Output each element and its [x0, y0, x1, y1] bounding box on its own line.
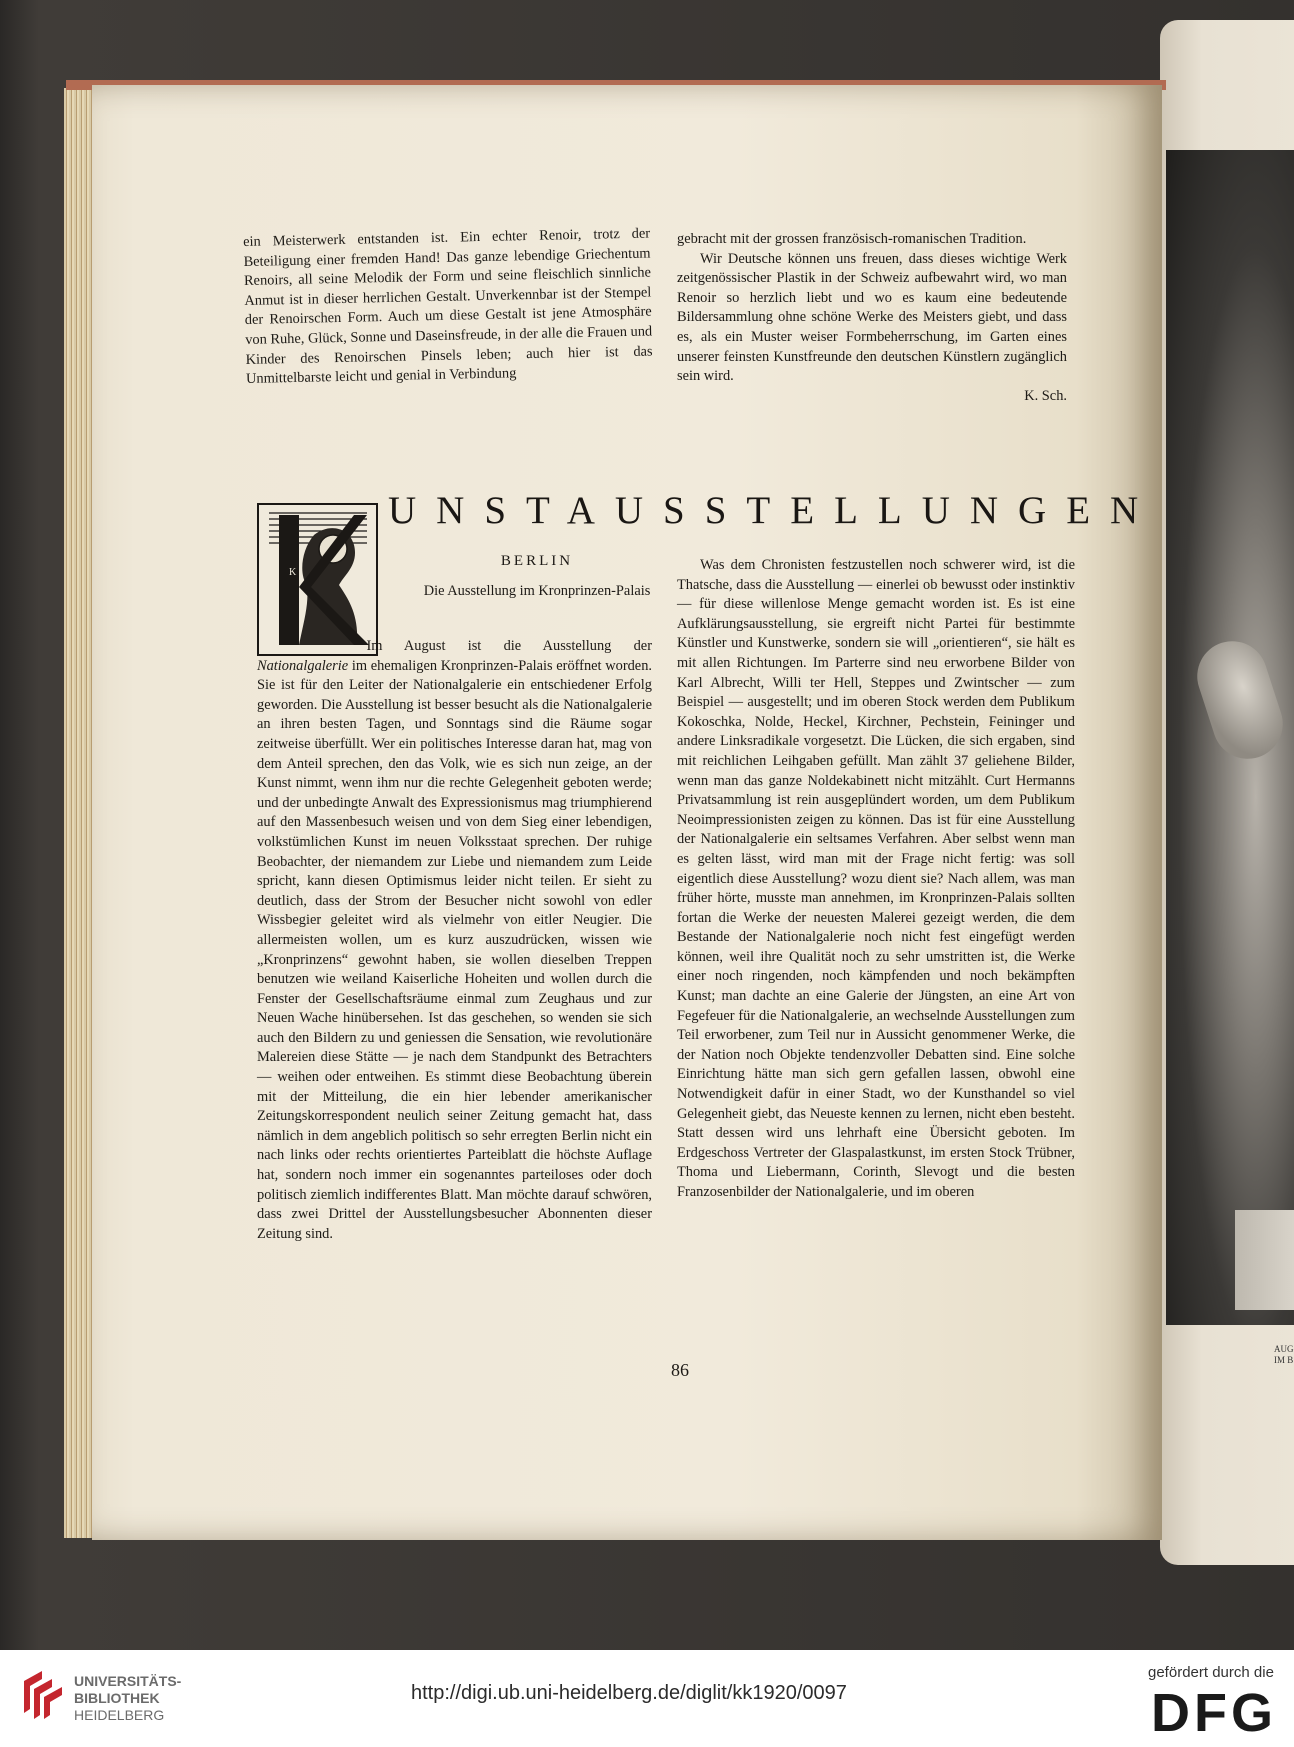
tradition-paragraph: gebracht mit der grossen französisch-romanischen Tradition.	[677, 231, 1027, 247]
footer-bar	[0, 1650, 1294, 1747]
caption-line-1: AUG	[1274, 1344, 1294, 1354]
top-right-column	[677, 230, 1067, 406]
facing-page-caption	[1274, 1344, 1294, 1366]
italic-term: Nationalgalerie	[257, 657, 349, 674]
top-left-column	[243, 224, 653, 389]
library-logo-icon	[20, 1669, 66, 1719]
lead-sentence: Im August ist die Ausstellung der	[366, 638, 652, 654]
library-line-3: HEIDELBERG	[74, 1707, 165, 1723]
dfg-logo: DFG	[1151, 1683, 1277, 1743]
left-column-text: im ehemaligen Kronprinzen-Palais eröffnet worden. Sie ist für den Leiter der Nationalgalerie ein entschiedener Erfolg geworden. Die Ausstellung ist besser besucht als die Nationalgalerie an ihren besten Tagen, und Sonntags sind die Räume sogar zeitweise überfüllt. Wer ein politisches Interesse daran hat, mag von dem Anteil sprechen, den das Volk, wie es sich nun zeige, an der Kunst nimmt, wenn ihm nur die rechte Gelegenheit geboten werde; und der unbedingte Anwalt des Expressionismus mag triumphierend auf den Massenbesuch weisen und von dem Sieg einer lebendigen, volkstümlichen Kunst im neuen Volksstaat sprechen. Der ruhige Beobachter, der niemandem zur Liebe und niemandem zum Leide spricht, kann diesen Optimismus leider nicht teilen. Er sieht zu deutlich, dass der Strom der Besucher nicht sowohl von edler Wissbegier geleitet wird als vielmehr von eitler Neugier. Die allermeisten wollen, um es kurz auszudrücken, wissen wie „Kronprinzens“ gewohnt haben, sie wollen dieselben Treppen benutzen wie weiland Kaiserliche Hoheiten und wollen durch die Fenster der Gesellschaftsräume einmal zum Zeughaus und zur Neuen Wache hinübersehen. Ist das geschehen, so wenden sie sich auch den Bildern zu und geniessen die Sensation, wie revolutionäre Malereien diese Stätte — je nach dem Standpunkt des Betrachters — weihen oder entweihen. Es stimmt diese Beobachtung überein mit der Mitteilung, die ein hier lebender amerikanischer Zeitungskorrespondent neulich seiner Zeitung gemacht hat, dass nämlich in dem angeblich politisch so sehr erregten Berlin nicht ein nach links oder rechts orientiertes Parteiblatt die höchste Auflage hat, sondern noch immer ein sogenanntes parteiloses oder doch politisch ziemlich indifferentes Blatt. Man möchte darauf schwören, dass zwei Drittel der Ausstellungsbesucher Abonnenten dieser Zeitung sind.	[257, 657, 652, 1242]
right-column-text: Was dem Chronisten festzustellen noch schwerer wird, ist die Thatsche, dass die Ausstellung — einerlei ob bewusst oder instinktiv — für diese willenlose Menge gemacht worden ist. Es ist eine Aufklärungsausstellung, sie ergreift nicht Partei für bestimmte Künstler und Kunstwerke, sondern sie will „orientieren“, sie hält es mit allen Richtungen. Im Parterre sind neu erworbene Bilder von Karl Albrecht, Willi ter Hell, Steppes und Zwintscher — zum Beispiel — ausgestellt; und im oberen Stock werden dem Publikum Kokoschka, Nolde, Heckel, Kirchner, Pechstein, Feininger und andere Linksradikale vorgesetzt. Die Lücken, die sich ergaben, sind mit reichlichen Leihgaben gefüllt. Man zählt 37 geliehene Bilder, wenn man das ganze Noldekabinett nicht mitzählt. Curt Hermanns Privatsammlung ist rein ausgeplündert worden, um dem Publikum Neoimpressionisten zeigen zu können. Das ist für eine Ausstellung der Nationalgalerie ein seltsames Verfahren. Aber selbst wenn man es gelten lässt, wird man mit der Frage nicht fertig: was soll eigentlich diese Ausstellung? wozu dient sie? Nach allem, was man früher hörte, musste man annehmen, im Kronprinzen-Palais sollten fortan die Werke der neuesten Malerei gezeigt werden, die dem Bestande der Nationalgalerie noch nicht fest eingefügt werden können, weil ihre Qualität noch zu sehr umstritten ist, die Werke einer noch ringenden, noch kämpfenden und noch bekämpften Kunst; man dachte an eine Galerie der Jüngsten, an eine Art von Fegefeuer für die Nationalgalerie, an wechselnde Ausstellungen zum Teil erworbener, zum Teil nur in Aussicht genommener Werke, die der Nation noch Objekte tendenzvoller Debatten sind. Eine solche Einrichtung hätte man sich gern gefallen lassen, obwohl eine Notwendigkeit dafür in einer Stadt, wo der Kunsthandel so viel Gelegenheit giebt, das Neueste kennen zu lernen, nicht eben besteht. Statt dessen wird uns lehrhaft eine Übersicht geboten. Im Erdgeschoss Vertreter der Glaspalastkunst, im ersten Stock Trübner, Thoma und Liebermann, Corinth, Slevogt und die besten Franzosenbilder der Nationalgalerie, und im oberen	[677, 557, 1075, 1200]
initial-k-woodcut-icon	[259, 505, 376, 654]
funded-by-label: gefördert durch die	[1148, 1664, 1274, 1681]
section-subtitle: Die Ausstellung im Kronprinzen-Palais	[423, 583, 651, 599]
statue-pedestal	[1235, 1210, 1294, 1310]
caption-line-2: IM B	[1274, 1355, 1294, 1365]
main-left-column	[257, 637, 652, 1244]
page-number: 86	[671, 1360, 689, 1380]
main-right-column	[677, 556, 1075, 1203]
decorated-initial	[257, 503, 378, 656]
permalink-url[interactable]: http://digi.ub.uni-heidelberg.de/diglit/kk1920/0097	[411, 1682, 847, 1704]
library-line-1: UNIVERSITÄTS-	[74, 1673, 182, 1689]
section-city: BERLIN	[500, 553, 574, 569]
library-line-2: BIBLIOTHEK	[74, 1690, 160, 1706]
page-edges	[64, 88, 94, 1538]
author-signature: K. Sch.	[1024, 387, 1067, 404]
library-name	[74, 1673, 181, 1724]
renoir-paragraph-end: ein Meisterwerk entstanden ist. Ein echter Renoir, trotz der Beteiligung einer fremden Hand! Das ganze lebendige Griechentum Renoirs, all seine Melodik der Form und seine fleischlich sinnliche Anmut ist in dieser herrlichen Gestalt. Unverkennbar ist der Stempel der Renoirschen Form. Auch um diese Gestalt ist jene Atmosphäre von Ruhe, Glück, Sonne und Daseinsfreude, in der alle die Frauen und Kinder des Renoirschen Pinsels leben; auch hier ist das Unmittelbarste leicht und genial in Verbindung	[243, 225, 653, 388]
section-heading: UNSTAUSSTELLUNGEN	[388, 489, 1159, 532]
deutsche-paragraph: Wir Deutsche können uns freuen, dass dieses wichtige Werk zeitgenössischer Plastik in der Schweiz aufbewahrt wird, wo man Renoir so herzlich liebt und wo es kaum eine bedeutende Bildersammlung ohne schöne Werke des Meisters giebt, und dass es, als ein Muster weiser Formbeherrschung, im Garten eines unserer feinsten Kunstfreunde den deutschen Künstlern zugänglich sein wird.	[677, 250, 1067, 385]
svg-text:K: K	[289, 567, 297, 578]
